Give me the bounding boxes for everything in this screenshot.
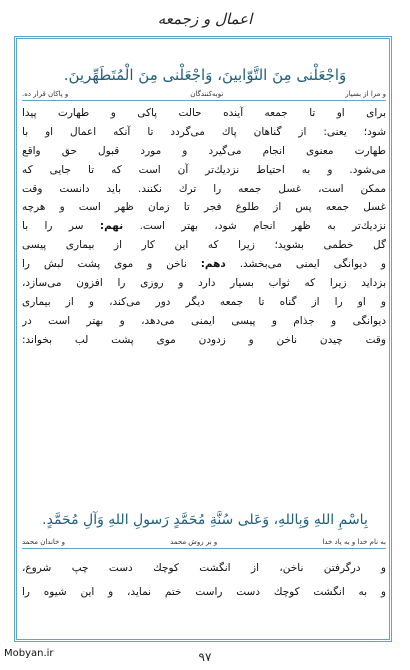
page-number: ۹۷ <box>198 650 212 664</box>
paragraph-1-line-6: غسل جمعه پس از طلوع فجر تا زمان ظهر است و هرچه <box>22 201 386 214</box>
paragraph-1-line-13: وقت چيدن ناخن و زدودن موى پشت لب بخواند: <box>22 333 386 346</box>
item-9-label: نهم: <box>99 220 124 233</box>
paragraph-2 <box>22 556 386 604</box>
page-header-title: اعمال و زجمعه <box>157 10 253 28</box>
verse-1-translation <box>22 90 386 98</box>
paragraph-1-line-5: ممكن است، غسل جمعه را ترك نكنند. بايد دانست وقت <box>22 182 386 195</box>
paragraph-1-line-1: براى او تا جمعه آينده حالت پاكى و طهارت پيدا <box>22 107 386 119</box>
verse-1-translation-part-1: و مرا از بسيار <box>345 90 386 98</box>
verse-1-translation-part-2: توبه‌كنندگان <box>190 90 224 98</box>
paragraph-1-line-4: مى‌شود. و به احتياط نزديك‌تر آن است كه تا جايى كه <box>22 163 386 176</box>
paragraph-2-line-2: و به انگشت كوچك دست راست ختم نمايد، و اين شيوه را <box>22 586 386 598</box>
verse-2-translation-part-1: به نام خدا و به ياد خدا <box>322 538 386 546</box>
watermark: Mobyan.ir <box>4 648 54 659</box>
verse-2-translation-part-3: و خاندان محمد <box>22 538 65 546</box>
paragraph-1-line-10: بزدايد زيرا كه ثواب بسيار دارد و روزى را افزون مى‌سازد، <box>22 277 386 290</box>
paragraph-1-line-2: شود؛ يعنى: از گناهان پاك مى‌گردد تا آنكه اعمال او با <box>22 125 386 138</box>
paragraph-1-line-8: گل خطمى بشويد؛ زيرا كه اين كار از بيمارى پيسى <box>22 239 386 252</box>
paragraph-1 <box>22 104 386 350</box>
paragraph-1-line-7-text: نزديك‌تر به ظهر انجام شود، بهتر است. <box>139 220 386 233</box>
verse-2-translation-part-2: و بر روش محمد <box>170 538 218 546</box>
item-10-start: ناخن و موى پشت لبش را <box>22 258 187 271</box>
item-10-label: دهم: <box>200 258 226 271</box>
verse-2-rule <box>22 548 386 549</box>
verse-1-translation-part-3: و پاكان قرار ده. <box>22 90 69 98</box>
verse-2-translation <box>22 538 386 546</box>
item-9-start: سر را با <box>22 220 84 233</box>
verse-1-rule <box>22 100 386 101</box>
paragraph-2-line-1: و درگرفتن ناخن، از انگشت كوچك دست چپ شروع، <box>22 562 386 574</box>
paragraph-1-line-9 <box>22 255 386 274</box>
paragraph-1-line-3: طهارت معنوى انجام مى‌گيرد و مورد قبول حق واقع <box>22 144 386 157</box>
verse-1-arabic: وَاجْعَلْنى مِنَ التَّوّابينَ، وَاجْعَلْنى مِنَ الْمُتَطَهِّرينَ. <box>63 66 347 84</box>
paragraph-1-line-9-text: و ديوانگى ايمنى مى‌بخشد. <box>239 258 386 271</box>
verse-2-arabic: بِاسْمِ اللهِ وَبِاللهِ، وَعَلى سُنَّةِ مُحَمَّدٍ رَسولِ اللهِ وَآلِ مُحَمَّدٍ. <box>42 512 368 528</box>
paragraph-1-line-12: ديوانگى و جذام و پيسى ايمنى مى‌دهد، و بهتر است در <box>22 314 386 327</box>
paragraph-1-line-11: و او را از گناه تا جمعه ديگر دور مى‌كند، و از بيمارى <box>22 295 386 308</box>
paragraph-1-line-7 <box>22 217 386 236</box>
